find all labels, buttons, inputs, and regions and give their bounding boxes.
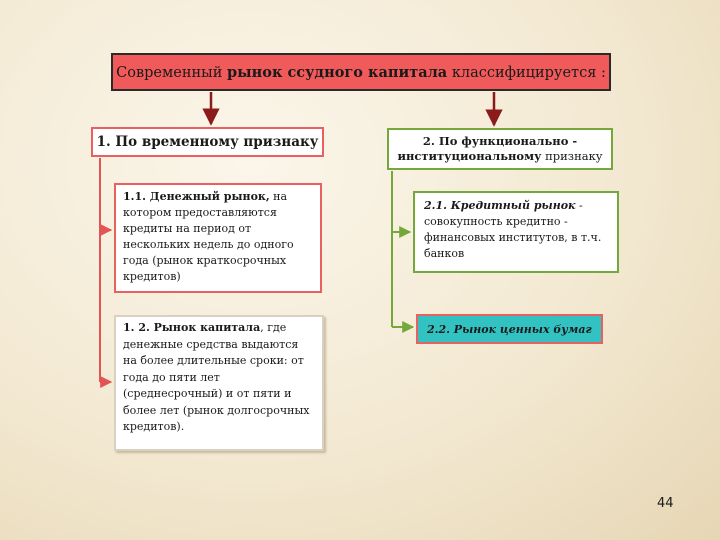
item-1-2-text: , где денежные средства выдаются на более длительные сроки: от года до пяти лет (среднесрочный) и от пяти и более лет (рынок долгосрочных кредитов). xyxy=(123,321,310,433)
root-text-suffix: классифицируется : xyxy=(447,64,606,81)
item-2-1-title: 2.1. Кредитный рынок xyxy=(424,199,576,212)
item-2-1-text: - совокупность кредитно - финансовых институтов, в т.ч. банков xyxy=(424,199,602,260)
item-2-2-box xyxy=(416,314,603,344)
category2-box xyxy=(387,128,613,170)
category1-box xyxy=(91,127,324,157)
item-1-1-box xyxy=(114,183,322,293)
item-1-1-title: 1.1. Денежный рынок, xyxy=(123,190,270,203)
page-number: 44 xyxy=(657,496,674,511)
category2-line2-rest: признаку xyxy=(541,149,603,163)
root-text-prefix: Современный xyxy=(116,64,227,81)
root-box xyxy=(111,53,611,91)
root-text-bold: рынок ссудного капитала xyxy=(227,63,448,81)
item-1-2-title: 1. 2. Рынок капитала xyxy=(123,321,261,334)
category2-line2-bold: институциональному xyxy=(397,149,542,163)
item-2-2-label: 2.2. Рынок ценных бумаг xyxy=(427,322,592,336)
item-1-1-text: на котором предоставляются кредиты на период от нескольких недель до одного года (рынок краткосрочных кредитов) xyxy=(123,190,294,283)
item-1-2-box xyxy=(114,315,324,451)
category2-line1: 2. По функционально - xyxy=(422,134,578,148)
category1-label: 1. По временному признаку xyxy=(96,134,319,150)
item-2-1-box xyxy=(413,191,619,273)
